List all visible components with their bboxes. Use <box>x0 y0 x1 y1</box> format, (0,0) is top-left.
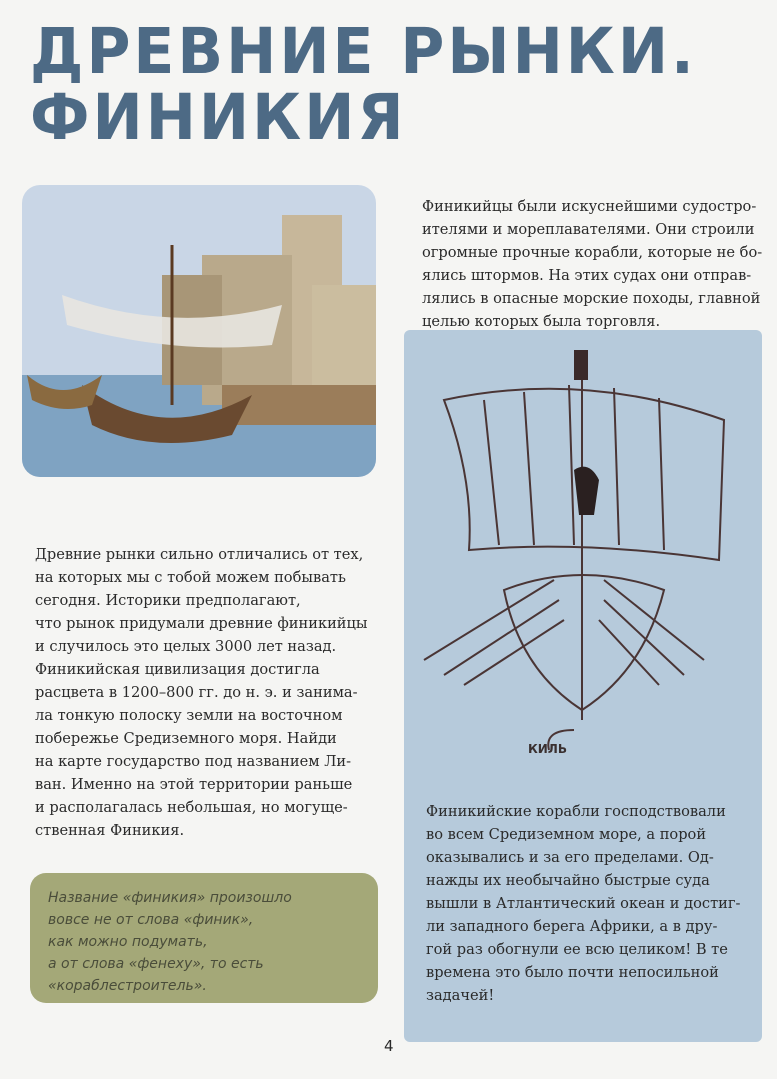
ships-paragraph: Финикийские корабли господствовали во всем Средиземном море, а порой оказывались и за его пределами. Од- нажды их необычайно быстрые суда вышли в Атлантический океан и достиг- ли западного берега Африки, а в дру- гой раз обогнули ее всю целиком! В те времена это было почти непосильной задачей! <box>426 803 741 1004</box>
harbor-illustration <box>22 185 376 477</box>
main-paragraph: Древние рынки сильно отличались от тех, на которых мы с тобой можем побывать сегодня. Историки предполагают, что рынок придумали древние финикийцы и случилось это целых 3000 лет назад. Финикийская цивилизация достигла расцвета в 1200–800 гг. до н. э. и занима- ла тонкую полоску земли на восточном побережье Средиземного моря. Найди на карте государство под названием Ли- ван. Именно на этой территории раньше и располагалась небольшая, но могуще- ственная Финикия. <box>35 546 368 839</box>
page-title-line2: ФИНИКИЯ <box>30 81 407 155</box>
ship-diagram-panel <box>404 330 762 1042</box>
keel-label: КИЛЬ <box>528 742 567 756</box>
ship-sketch <box>404 330 762 770</box>
page-title-line1: ДРЕВНИЕ РЫНКИ. <box>30 15 697 89</box>
page-number: 4 <box>384 1037 394 1055</box>
intro-paragraph: Финикийцы были искуснейшими судостро- ителями и мореплавателями. Они строили огромные прочные корабли, которые не бо- ялись штормов. На этих судах они отправ- лялись в опасные морские походы, главной целью которых была торговля. <box>422 198 763 330</box>
fact-note: Название «финикия» произошло вовсе не от слова «финик», как можно подумать, а от слова «фенеху», то есть «кораблестроитель». <box>30 873 378 1003</box>
